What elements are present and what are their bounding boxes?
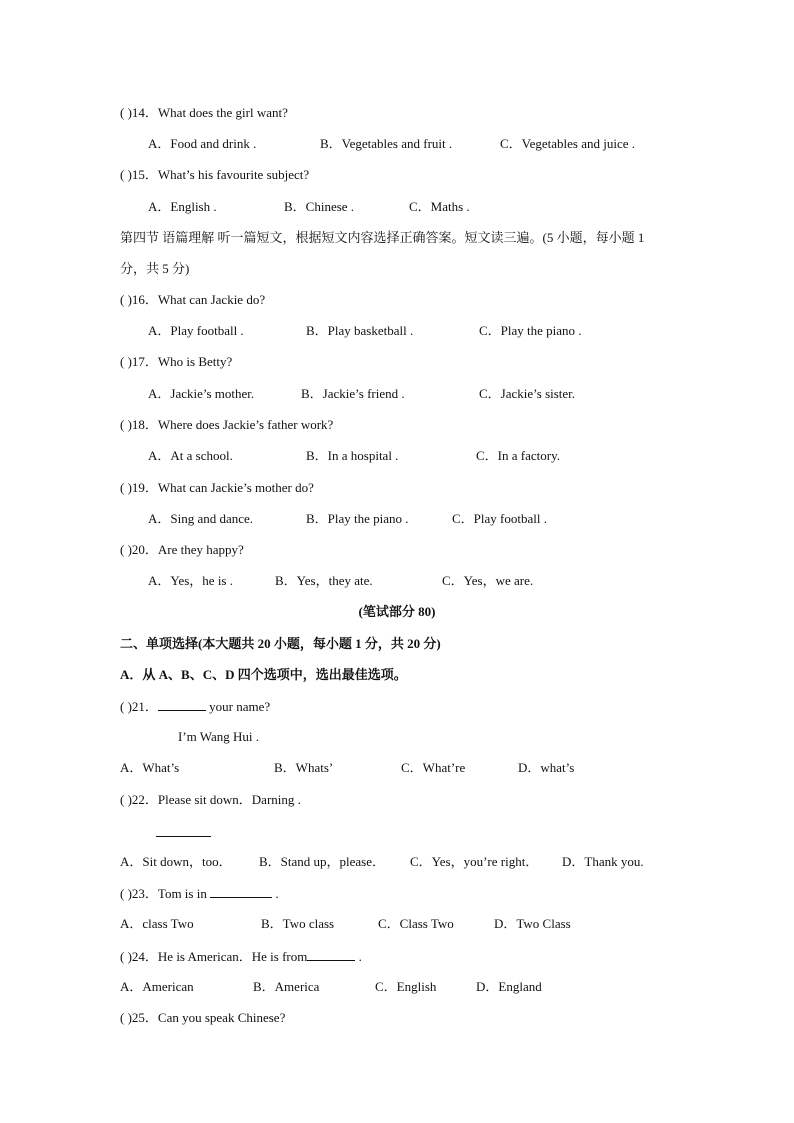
q24-option-d: D．England xyxy=(476,979,542,994)
q22-stem: ( )22．Please sit down．Darning . xyxy=(120,792,301,807)
q24-prefix: ( )24．He is American．He is from xyxy=(120,949,308,964)
q20-stem: ( )20．Are they happy? xyxy=(120,542,244,557)
q20-options xyxy=(148,573,533,589)
q23-option-c: C．Class Two xyxy=(378,916,454,931)
q16-option-a: A．Play football . xyxy=(148,323,244,338)
q24-option-a: A．American xyxy=(120,979,194,994)
q18-option-b: B．In a hospital . xyxy=(306,448,399,463)
q21-stem xyxy=(120,698,270,715)
q18-option-c: C．In a factory. xyxy=(476,448,560,463)
q24-stem xyxy=(120,948,362,965)
q23-option-d: D．Two Class xyxy=(494,916,571,931)
q15-stem: ( )15．What’s his favourite subject? xyxy=(120,167,310,182)
q14-option-a: A．Food and drink . xyxy=(148,136,257,151)
q14-stem: ( )14．What does the girl want? xyxy=(120,105,288,120)
q14-options xyxy=(148,136,635,152)
q23-suffix: . xyxy=(272,886,279,901)
q19-options xyxy=(148,511,547,527)
q24-option-b: B．America xyxy=(253,979,320,994)
q18-option-a: A．At a school. xyxy=(148,448,233,463)
q15-option-c: C．Maths . xyxy=(409,199,470,214)
q16-option-b: B．Play basketball . xyxy=(306,323,414,338)
q17-option-b: B．Jackie’s friend . xyxy=(301,386,405,401)
q23-stem xyxy=(120,885,279,902)
q23-option-b: B．Two class xyxy=(261,916,335,931)
q25-stem: ( )25．Can you speak Chinese? xyxy=(120,1010,286,1025)
q17-stem: ( )17．Who is Betty? xyxy=(120,354,233,369)
q21-option-b: B．Whats’ xyxy=(274,760,334,775)
q14-option-b: B．Vegetables and fruit . xyxy=(320,136,453,151)
q21-option-a: A．What’s xyxy=(120,760,180,775)
q19-option-c: C．Play football . xyxy=(452,511,547,526)
q22-option-d: D．Thank you. xyxy=(562,854,644,869)
q22-option-b: B．Stand up，please． xyxy=(259,854,386,869)
q21-suffix: your name? xyxy=(205,699,271,714)
q21-option-c: C．What’re xyxy=(401,760,466,775)
section4-heading-line1: 第四节 语篇理解 听一篇短文，根据短文内容选择正确答案。短文读三遍。(5 小题，每小题 1 xyxy=(120,230,645,245)
q23-options xyxy=(120,916,571,932)
q16-options xyxy=(148,323,582,339)
q23-prefix: ( )23．Tom is in xyxy=(120,886,211,901)
q22-option-c: C．Yes，you’re right． xyxy=(410,854,539,869)
q24-suffix: . xyxy=(355,949,362,964)
q20-option-c: C．Yes，we are. xyxy=(442,573,534,588)
q14-option-c: C．Vegetables and juice . xyxy=(500,136,636,151)
q15-options xyxy=(148,199,470,215)
q21-option-d: D．what’s xyxy=(518,760,575,775)
q23-blank xyxy=(210,885,272,898)
q21-blank xyxy=(158,698,206,711)
q22-options xyxy=(120,854,644,870)
q21-options xyxy=(120,760,574,776)
section4-heading-line2: 分，共 5 分) xyxy=(120,261,190,276)
q16-stem: ( )16．What can Jackie do? xyxy=(120,292,266,307)
q19-stem: ( )19．What can Jackie’s mother do? xyxy=(120,480,314,495)
q23-option-a: A．class Two xyxy=(120,916,194,931)
q17-option-c: C．Jackie’s sister. xyxy=(479,386,576,401)
q19-option-b: B．Play the piano . xyxy=(306,511,409,526)
q22-blank xyxy=(156,824,211,841)
q15-option-b: B．Chinese . xyxy=(284,199,355,214)
q20-option-a: A．Yes，he is . xyxy=(148,573,233,588)
q21-answer: I’m Wang Hui . xyxy=(178,729,260,744)
q17-options xyxy=(148,386,575,402)
part2-instruction: A．从 A、B、C、D 四个选项中，选出最佳选项。 xyxy=(120,667,407,682)
q24-options xyxy=(120,979,542,995)
q16-option-c: C．Play the piano . xyxy=(479,323,582,338)
part2-title: 二、单项选择(本大题共 20 小题，每小题 1 分，共 20 分) xyxy=(120,636,441,651)
q24-option-c: C．English xyxy=(375,979,437,994)
q22-option-a: A．Sit down，too． xyxy=(120,854,232,869)
q21-prefix: ( )21． xyxy=(120,699,158,714)
written-section-title: (笔试部分 80) xyxy=(358,604,436,619)
q18-options xyxy=(148,448,560,464)
q20-option-b: B．Yes，they ate. xyxy=(275,573,373,588)
q19-option-a: A．Sing and dance. xyxy=(148,511,254,526)
q15-option-a: A．English . xyxy=(148,199,217,214)
q24-blank xyxy=(307,948,355,961)
q17-option-a: A．Jackie’s mother. xyxy=(148,386,255,401)
q18-stem: ( )18．Where does Jackie’s father work? xyxy=(120,417,334,432)
